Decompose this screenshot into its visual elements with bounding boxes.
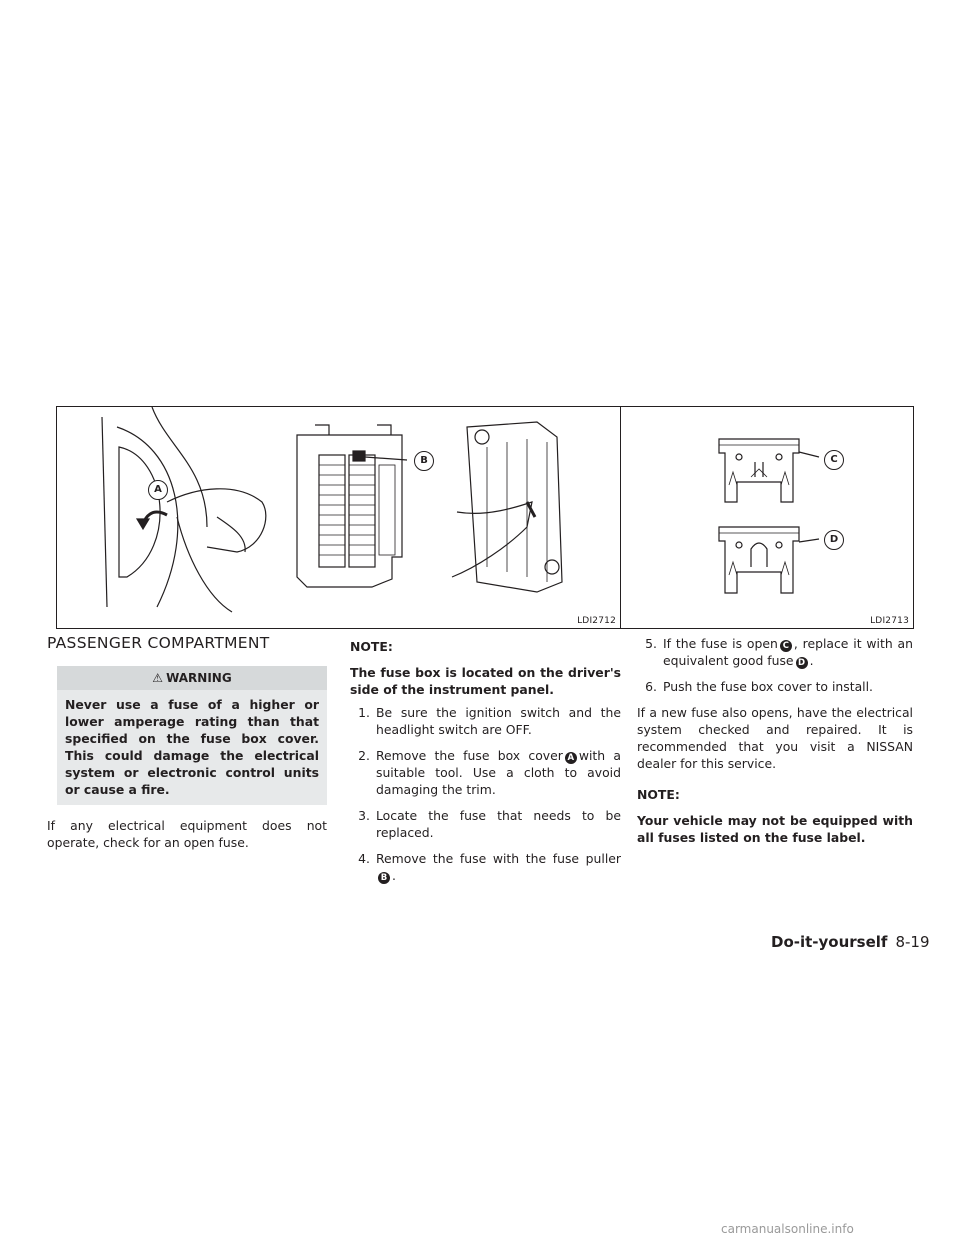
warning-triangle-icon: ⚠: [152, 671, 164, 685]
step-text: with a suitable tool. Use a cloth to avoid damaging the trim.: [376, 748, 621, 797]
warning-box: [57, 666, 327, 805]
callout-c-label: C: [824, 450, 844, 470]
page-footer: [771, 933, 930, 951]
page-number: 8-19: [895, 933, 930, 951]
footer-section: Do-it-yourself: [771, 933, 888, 951]
step-number: 4.: [358, 851, 370, 866]
intro-paragraph: If any electrical equipment does not operate, check for an open fuse.: [47, 818, 327, 850]
step-number: 1.: [358, 705, 370, 720]
step-item: [350, 704, 621, 738]
step-number: 6.: [645, 679, 657, 694]
step-text: Push the fuse box cover to install.: [663, 679, 873, 694]
after-paragraph: If a new fuse also opens, have the electrical system checked and repaired. It is recommended that you visit a NISSAN dealer for this service.: [637, 705, 913, 771]
step-text: If the fuse is open: [663, 636, 778, 651]
callout-d: D: [796, 657, 808, 669]
step-text: Be sure the ignition switch and the headlight switch are OFF.: [376, 705, 621, 737]
step-item: [637, 678, 913, 695]
column-2: [350, 638, 621, 893]
callout-c: C: [780, 640, 792, 652]
step-text: Remove the fuse box cover: [376, 748, 563, 763]
section-title: PASSENGER COMPARTMENT: [47, 634, 270, 652]
figure-fuse-box: [56, 406, 621, 629]
column-1: [47, 635, 327, 861]
note-text: Your vehicle may not be equipped with all fuses listed on the fuse label.: [637, 813, 913, 845]
step-number: 2.: [358, 748, 370, 763]
step-text: .: [392, 868, 396, 883]
fuse-box-illustration: [57, 407, 620, 628]
step-text: .: [809, 653, 814, 668]
step-number: 5.: [645, 636, 657, 651]
warning-heading-text: WARNING: [166, 671, 232, 685]
figure-fuse-comparison: [620, 406, 914, 629]
watermark: carmanualsonline.info: [721, 1222, 854, 1236]
step-text: Remove the fuse with the fuse puller: [376, 851, 621, 866]
warning-heading: [57, 666, 327, 690]
column-3: [637, 635, 913, 856]
step-number: 3.: [358, 808, 370, 823]
step-item: [350, 850, 621, 884]
callout-a-label: A: [148, 480, 168, 500]
callout-a: A: [565, 752, 577, 764]
callout-b-label: B: [414, 451, 434, 471]
callout-d-label: D: [824, 530, 844, 550]
step-text: , replace it with an equivalent good fuse: [663, 636, 913, 668]
step-text: Locate the fuse that needs to be replaced.: [376, 808, 621, 840]
note-text: The fuse box is located on the driver's side of the instrument panel.: [350, 665, 621, 697]
step-item: [350, 747, 621, 798]
fuse-comparison-illustration: [621, 407, 913, 628]
note-label: NOTE:: [637, 787, 680, 802]
callout-b: B: [378, 872, 390, 884]
note-label: NOTE:: [350, 639, 393, 654]
step-item: [350, 807, 621, 841]
figure-code: LDI2713: [870, 616, 909, 626]
warning-text: Never use a fuse of a higher or lower amperage rating than that specified on the fuse box cover. This could damage the electrical system or electronic control units or cause a fire.: [57, 690, 327, 805]
step-item: [637, 635, 913, 669]
figure-code: LDI2712: [577, 616, 616, 626]
